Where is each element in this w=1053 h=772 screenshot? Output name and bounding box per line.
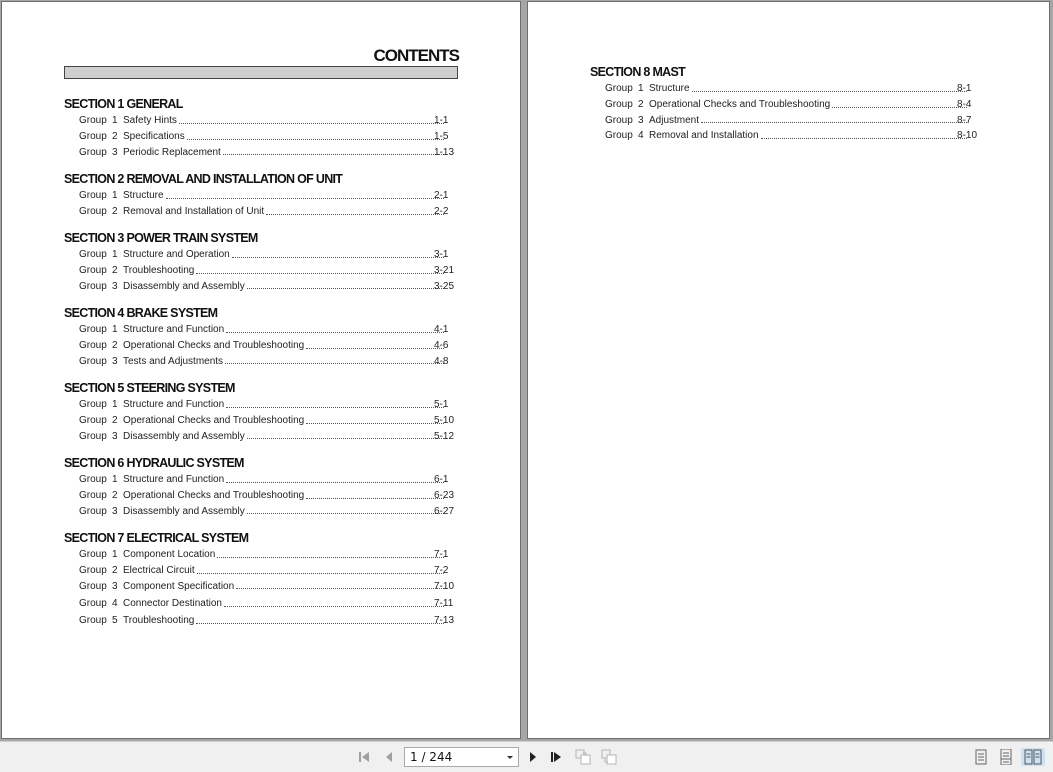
group-number: 5 xyxy=(112,615,118,627)
toc-entry[interactable] xyxy=(64,188,458,204)
group-label: Group xyxy=(79,130,107,142)
toc-entry[interactable] xyxy=(64,488,458,504)
dot-leader xyxy=(266,213,444,215)
dot-leader xyxy=(179,122,444,124)
group-title-wrap xyxy=(123,338,444,354)
group-title: Operational Checks and Troubleshooting xyxy=(123,488,306,504)
group-title: Specifications xyxy=(123,129,187,145)
group-title: Structure xyxy=(649,81,692,97)
group-number: 1 xyxy=(112,549,118,560)
group-label: Group xyxy=(79,615,107,627)
group-title-wrap xyxy=(123,596,444,612)
dot-leader xyxy=(226,406,444,408)
dot-leader xyxy=(225,362,444,364)
dot-leader xyxy=(226,481,444,483)
group-title: Structure xyxy=(123,188,166,204)
group-title: Structure and Function xyxy=(123,472,226,488)
section-heading: SECTION 4 BRAKE SYSTEM xyxy=(64,306,218,320)
toc-section xyxy=(64,229,458,294)
group-title: Adjustment xyxy=(649,113,701,129)
page-reference: 4-1 xyxy=(434,324,449,335)
dot-leader xyxy=(306,497,444,499)
page-reference: 6-23 xyxy=(434,489,455,501)
toc-entry[interactable] xyxy=(590,128,981,144)
group-number: 3 xyxy=(112,146,118,158)
section-heading: SECTION 1 GENERAL xyxy=(64,97,183,111)
toc-entry[interactable] xyxy=(64,204,458,220)
page-reference: 2-1 xyxy=(434,190,449,201)
group-title-wrap xyxy=(123,188,444,204)
group-number: 1 xyxy=(112,399,118,410)
dropdown-arrow-icon xyxy=(507,756,513,759)
page-reference: 5-1 xyxy=(434,399,449,410)
group-number: 4 xyxy=(112,598,118,610)
previous-page-icon xyxy=(384,751,394,763)
page-reference: 1-13 xyxy=(434,146,455,158)
page-reference: 4-8 xyxy=(434,355,449,367)
group-label: Group xyxy=(79,598,107,610)
page-reference: 6-1 xyxy=(434,474,449,485)
page-reference: 3-21 xyxy=(434,264,455,276)
group-title-wrap xyxy=(123,472,444,488)
group-title-wrap xyxy=(123,504,444,520)
group-label: Group xyxy=(79,115,107,126)
two-page-icon xyxy=(1024,749,1042,765)
group-title-wrap xyxy=(123,322,444,338)
group-title: Removal and Installation xyxy=(649,128,761,144)
group-title: Structure and Function xyxy=(123,397,226,413)
group-title: Disassembly and Assembly xyxy=(123,504,247,520)
group-number: 2 xyxy=(112,339,118,351)
group-label: Group xyxy=(605,114,633,126)
toc-section xyxy=(64,379,458,444)
group-title-wrap xyxy=(123,145,444,161)
group-number: 1 xyxy=(112,115,118,126)
group-number: 2 xyxy=(112,205,118,217)
group-label: Group xyxy=(605,98,633,110)
group-title: Tests and Adjustments xyxy=(123,354,225,370)
group-label: Group xyxy=(79,580,107,592)
toc-entry[interactable] xyxy=(64,579,458,595)
toc-entry[interactable] xyxy=(64,397,458,413)
group-label: Group xyxy=(79,264,107,276)
dot-leader xyxy=(247,437,444,439)
group-title: Structure and Function xyxy=(123,322,226,338)
group-title-wrap xyxy=(649,97,967,113)
group-title: Periodic Replacement xyxy=(123,145,223,161)
section-heading: SECTION 7 ELECTRICAL SYSTEM xyxy=(64,531,249,545)
dot-leader xyxy=(224,605,444,607)
group-title-wrap xyxy=(123,204,444,220)
group-title: Removal and Installation of Unit xyxy=(123,204,266,220)
section-heading: SECTION 8 MAST xyxy=(590,65,686,79)
group-label: Group xyxy=(79,430,107,442)
toc-entry[interactable] xyxy=(590,97,981,113)
page-reference: 8-4 xyxy=(957,98,972,110)
single-page-icon xyxy=(975,749,987,765)
toc-entry[interactable] xyxy=(590,113,981,129)
group-title-wrap xyxy=(123,113,444,129)
dot-leader xyxy=(232,256,444,258)
group-title-wrap xyxy=(123,263,444,279)
group-title: Disassembly and Assembly xyxy=(123,429,247,445)
group-number: 2 xyxy=(112,264,118,276)
dot-leader xyxy=(306,422,444,424)
last-page-button[interactable] xyxy=(548,748,566,766)
contents-title: CONTENTS xyxy=(373,46,459,65)
group-title: Operational Checks and Troubleshooting xyxy=(649,97,832,113)
group-number: 2 xyxy=(112,564,118,576)
group-label: Group xyxy=(79,505,107,517)
page-reference: 7-11 xyxy=(434,598,454,610)
continuous-page-icon xyxy=(1000,749,1012,765)
group-number: 2 xyxy=(112,489,118,501)
group-title-wrap xyxy=(123,279,444,295)
page-number-select[interactable] xyxy=(404,747,519,767)
group-number: 1 xyxy=(112,324,118,335)
dot-leader xyxy=(196,622,444,624)
group-title-wrap xyxy=(649,81,967,97)
group-label: Group xyxy=(79,339,107,351)
first-page-icon xyxy=(358,751,372,763)
continuous-view-button[interactable] xyxy=(997,748,1015,766)
pdf-page-left xyxy=(1,1,521,739)
group-label: Group xyxy=(79,489,107,501)
group-title-wrap xyxy=(649,113,967,129)
toc-entry[interactable] xyxy=(64,247,458,263)
group-title-wrap xyxy=(123,579,444,595)
group-title: Structure and Operation xyxy=(123,247,232,263)
dot-leader xyxy=(187,138,444,140)
page-reference: 7-13 xyxy=(434,615,455,627)
group-number: 2 xyxy=(638,98,644,110)
next-view-icon xyxy=(601,749,617,765)
toc-entry[interactable] xyxy=(64,413,458,429)
group-title: Disassembly and Assembly xyxy=(123,279,247,295)
page-reference: 2-2 xyxy=(434,205,449,217)
group-number: 3 xyxy=(112,505,118,517)
group-title-wrap xyxy=(123,429,444,445)
group-title-wrap xyxy=(123,129,444,145)
title-rule-bar xyxy=(64,66,458,79)
dot-leader xyxy=(226,331,444,333)
group-title-wrap xyxy=(123,247,444,263)
dot-leader xyxy=(223,153,444,155)
group-label: Group xyxy=(79,564,107,576)
group-title: Electrical Circuit xyxy=(123,563,197,579)
dot-leader xyxy=(692,90,967,92)
dot-leader xyxy=(247,512,444,514)
group-label: Group xyxy=(79,190,107,201)
toc-entry[interactable] xyxy=(64,547,458,563)
toc-section xyxy=(64,304,458,369)
page-reference: 1-5 xyxy=(434,130,449,142)
section-heading: SECTION 3 POWER TRAIN SYSTEM xyxy=(64,231,258,245)
group-label: Group xyxy=(79,280,107,292)
section-heading: SECTION 2 REMOVAL AND INSTALLATION OF UNIT xyxy=(64,172,343,186)
next-page-icon xyxy=(528,751,538,763)
dot-leader xyxy=(306,347,444,349)
group-label: Group xyxy=(79,324,107,335)
group-title-wrap xyxy=(123,563,444,579)
group-title: Safety Hints xyxy=(123,113,179,129)
toc-entry[interactable] xyxy=(64,263,458,279)
page-reference: 3-25 xyxy=(434,280,455,292)
group-number: 3 xyxy=(112,580,118,592)
toc-entry[interactable] xyxy=(64,113,458,129)
group-title-wrap xyxy=(123,397,444,413)
toc-entry[interactable] xyxy=(64,145,458,161)
pdf-page-right xyxy=(527,1,1050,739)
group-label: Group xyxy=(605,130,633,142)
group-title: Connector Destination xyxy=(123,596,224,612)
page-reference: 1-1 xyxy=(434,115,449,126)
previous-view-button[interactable] xyxy=(574,748,592,766)
group-number: 2 xyxy=(112,130,118,142)
page-reference: 6-27 xyxy=(434,505,455,517)
group-label: Group xyxy=(79,205,107,217)
toc-section xyxy=(64,529,458,629)
toc-entry[interactable] xyxy=(64,563,458,579)
toc-section xyxy=(64,95,458,160)
navigation-toolbar xyxy=(0,741,1053,772)
page-reference: 4-6 xyxy=(434,339,449,351)
next-view-button[interactable] xyxy=(600,748,618,766)
page-reference: 8-1 xyxy=(957,83,972,94)
last-page-icon xyxy=(550,751,564,763)
first-page-button[interactable] xyxy=(356,748,374,766)
toc-entry[interactable] xyxy=(64,129,458,145)
group-number: 1 xyxy=(112,190,118,201)
page-reference: 5-12 xyxy=(434,430,455,442)
group-number: 4 xyxy=(638,130,644,142)
toc-section xyxy=(64,454,458,519)
toc-entry[interactable] xyxy=(64,322,458,338)
page-indicator: 1 / 244 xyxy=(410,750,453,764)
previous-view-icon xyxy=(575,749,591,765)
dot-leader xyxy=(236,587,444,589)
toc-entry[interactable] xyxy=(64,279,458,295)
group-label: Group xyxy=(79,249,107,260)
group-title: Troubleshooting xyxy=(123,613,196,629)
toc-entry[interactable] xyxy=(64,338,458,354)
dot-leader xyxy=(701,121,967,123)
page-reference: 8-7 xyxy=(957,114,972,126)
dot-leader xyxy=(217,556,444,558)
dot-leader xyxy=(166,197,444,199)
section-heading: SECTION 5 STEERING SYSTEM xyxy=(64,381,235,395)
dot-leader xyxy=(832,106,967,108)
toc-section xyxy=(64,170,458,220)
page-reference: 8-10 xyxy=(957,130,978,142)
group-title-wrap xyxy=(123,413,444,429)
dot-leader xyxy=(197,572,444,574)
dot-leader xyxy=(761,137,967,139)
toc-entry[interactable] xyxy=(64,613,458,629)
group-title-wrap xyxy=(123,613,444,629)
group-label: Group xyxy=(79,146,107,158)
single-page-view-button[interactable] xyxy=(972,748,990,766)
page-reference: 5-10 xyxy=(434,414,455,426)
section-heading: SECTION 6 HYDRAULIC SYSTEM xyxy=(64,456,244,470)
previous-page-button[interactable] xyxy=(380,748,398,766)
group-title: Troubleshooting xyxy=(123,263,196,279)
group-label: Group xyxy=(79,414,107,426)
toc-entry[interactable] xyxy=(590,81,981,97)
two-page-view-button[interactable] xyxy=(1021,748,1045,766)
toc-entry[interactable] xyxy=(64,354,458,370)
group-number: 1 xyxy=(638,83,644,94)
group-number: 3 xyxy=(638,114,644,126)
next-page-button[interactable] xyxy=(524,748,542,766)
page-reference: 7-10 xyxy=(434,580,455,592)
group-number: 3 xyxy=(112,355,118,367)
dot-leader xyxy=(247,287,444,289)
group-title: Operational Checks and Troubleshooting xyxy=(123,413,306,429)
toc-entry[interactable] xyxy=(64,472,458,488)
group-number: 3 xyxy=(112,280,118,292)
group-label: Group xyxy=(79,355,107,367)
page-reference: 3-1 xyxy=(434,249,449,260)
page-reference: 7-1 xyxy=(434,549,449,560)
group-label: Group xyxy=(79,474,107,485)
toc-entry[interactable] xyxy=(64,429,458,445)
page-reference: 7-2 xyxy=(434,564,449,576)
group-title: Operational Checks and Troubleshooting xyxy=(123,338,306,354)
group-title: Component Location xyxy=(123,547,217,563)
toc-entry[interactable] xyxy=(64,504,458,520)
group-label: Group xyxy=(605,83,633,94)
group-number: 3 xyxy=(112,430,118,442)
group-number: 1 xyxy=(112,249,118,260)
group-title: Component Specification xyxy=(123,579,236,595)
toc-entry[interactable] xyxy=(64,596,458,612)
group-title-wrap xyxy=(123,547,444,563)
toc-section xyxy=(590,63,981,144)
group-title-wrap xyxy=(123,354,444,370)
dot-leader xyxy=(196,272,444,274)
group-number: 2 xyxy=(112,414,118,426)
group-label: Group xyxy=(79,399,107,410)
group-label: Group xyxy=(79,549,107,560)
group-number: 1 xyxy=(112,474,118,485)
group-title-wrap xyxy=(649,128,967,144)
group-title-wrap xyxy=(123,488,444,504)
